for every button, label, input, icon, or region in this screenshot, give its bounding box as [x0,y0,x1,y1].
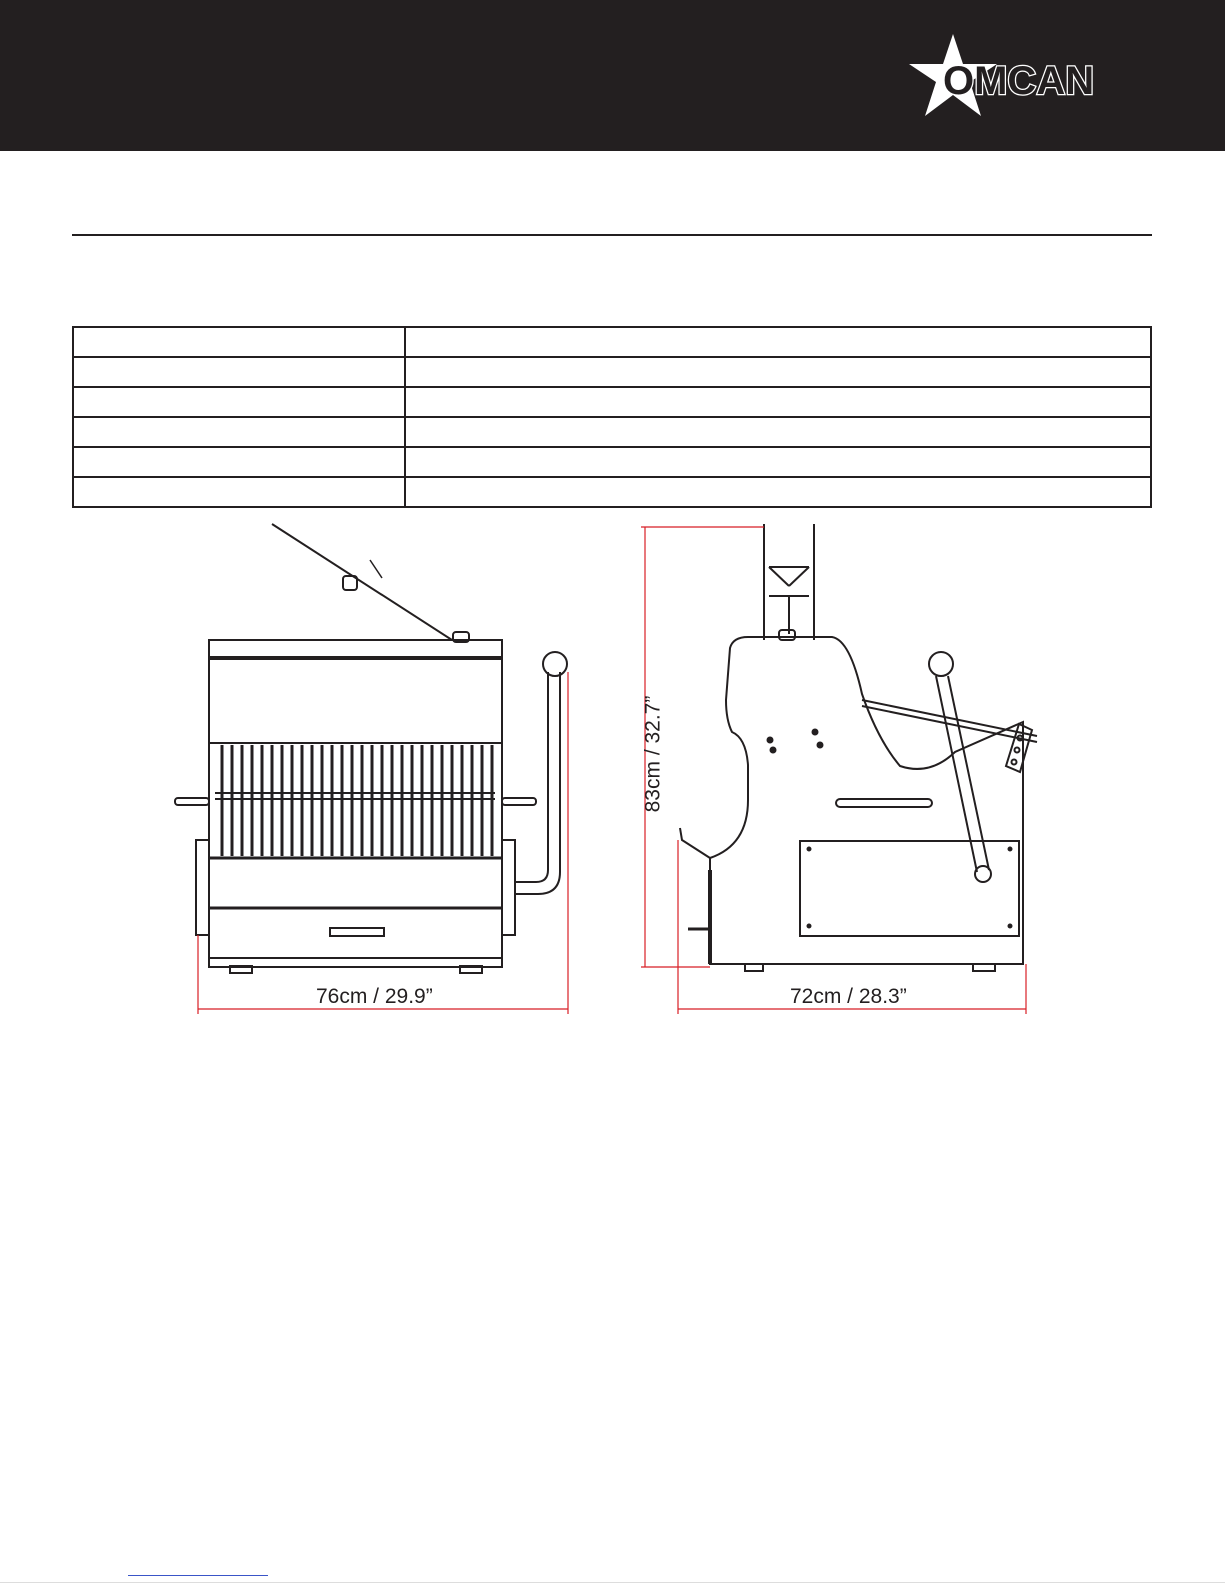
hinge-icon [779,630,795,640]
table-row [73,387,1151,417]
table-row [73,357,1151,387]
technical-drawing [0,520,1225,1030]
foot [973,964,995,971]
table-row [73,327,1151,357]
loaf-guide [680,828,710,858]
spec-value [405,387,1151,417]
footer-rule [0,1582,1225,1583]
right-foot-panel [502,840,515,935]
height-label: 83cm / 32.7” [641,695,665,813]
spec-table [72,326,1152,508]
spec-key [73,327,405,357]
brand-name: OMCAN [943,59,1095,103]
front-view [175,524,567,973]
front-width-label: 76cm / 29.9” [316,985,433,1008]
spec-key [73,477,405,507]
side-lever [936,676,989,872]
omcan-logo [905,32,1155,122]
table-row [73,477,1151,507]
title-rule [72,234,1152,236]
table-row [73,417,1151,447]
spec-value [405,417,1151,447]
left-rod [175,798,209,805]
handle-knob [929,652,953,676]
spec-key [73,387,405,417]
table-row [73,447,1151,477]
spec-key [73,447,405,477]
handle-knob [543,652,567,676]
spec-key [73,357,405,387]
drawer-handle [330,928,384,936]
side-depth-label: 72cm / 28.3” [790,985,907,1008]
spec-value [405,357,1151,387]
spec-value [405,447,1151,477]
blade-grid [222,745,492,856]
spec-key [73,417,405,447]
side-slot [836,799,932,807]
side-body [710,637,1023,964]
page-header [0,0,1225,151]
crank-handle [515,672,548,882]
spec-value [405,477,1151,507]
footer-link[interactable] [128,1575,268,1576]
side-view [680,524,1037,971]
spec-value [405,327,1151,357]
right-rod [502,798,536,805]
top-lid [272,524,452,640]
left-foot-panel [196,840,209,935]
foot [745,964,763,971]
